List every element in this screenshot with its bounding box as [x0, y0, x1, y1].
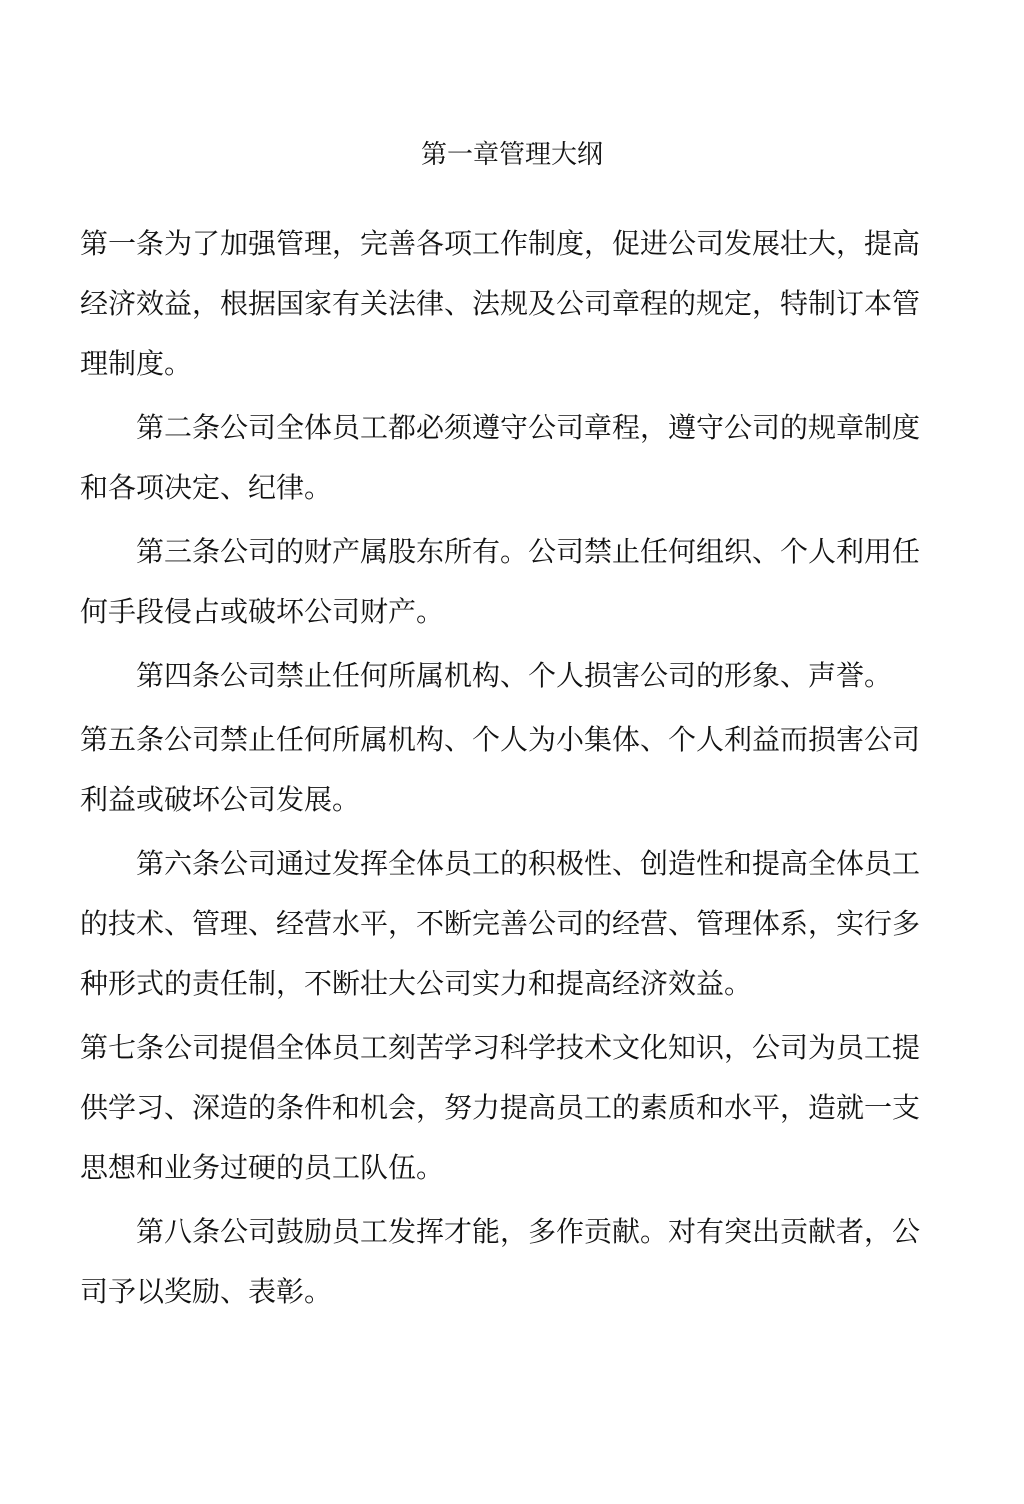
article-3: 第三条公司的财产属股东所有。公司禁止任何组织、个人利用任何手段侵占或破坏公司财产。	[80, 535, 921, 628]
chapter-title: 第一章管理大纲	[420, 140, 603, 170]
document-body	[80, 214, 920, 1326]
article-1: 第一条为了加强管理，完善各项工作制度，促进公司发展壮大，提高经济效益，根据国家有关法律、法规及公司章程的规定，特制订本管理制度。	[80, 227, 921, 380]
article-8: 第八条公司鼓励员工发挥才能，多作贡献。对有突出贡献者，公司予以奖励、表彰。	[80, 1215, 921, 1308]
article-6: 第六条公司通过发挥全体员工的积极性、创造性和提高全体员工的技术、管理、经营水平，不断完善公司的经营、管理体系，实行多种形式的责任制，不断壮大公司实力和提高经济效益。	[80, 847, 921, 1000]
article-2: 第二条公司全体员工都必须遵守公司章程，遵守公司的规章制度和各项决定、纪律。	[80, 411, 921, 504]
article-4: 第四条公司禁止任何所属机构、个人损害公司的形象、声誉。	[136, 659, 893, 692]
article-5: 第五条公司禁止任何所属机构、个人为小集体、个人利益而损害公司利益或破坏公司发展。	[80, 723, 921, 816]
article-7: 第七条公司提倡全体员工刻苦学习科学技术文化知识，公司为员工提供学习、深造的条件和机会，努力提高员工的素质和水平，造就一支思想和业务过硬的员工队伍。	[80, 1031, 921, 1184]
